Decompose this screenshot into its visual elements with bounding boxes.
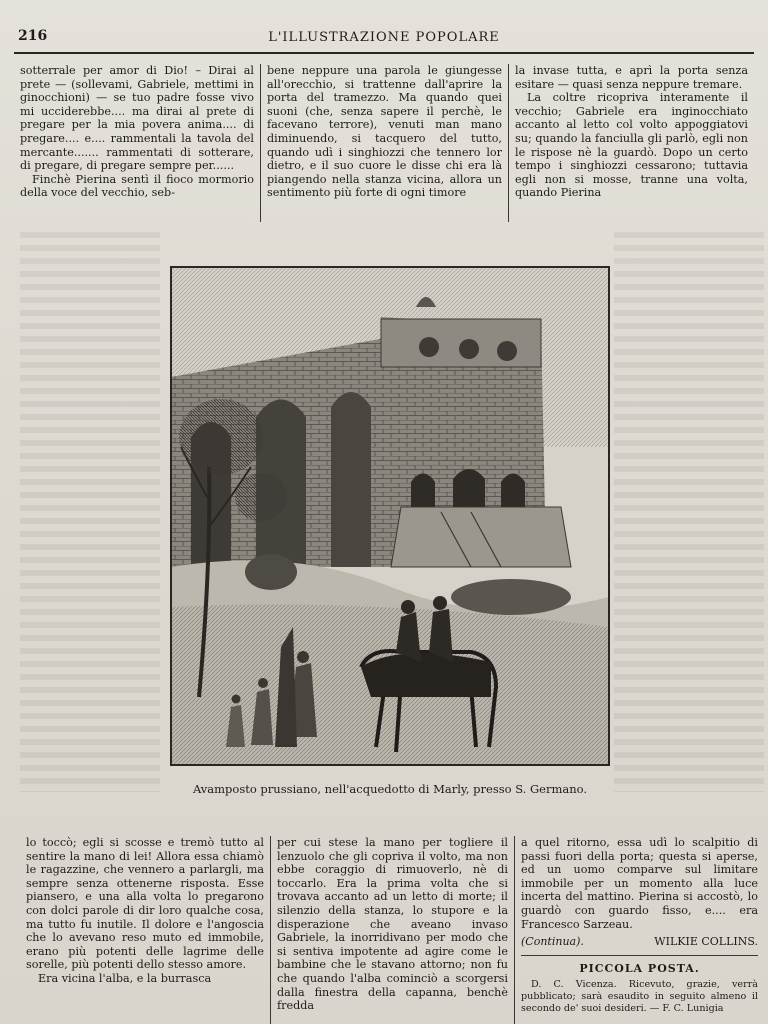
paragraph: la invase tutta, e aprì la porta senza esitare — quasi senza neppure tremare. xyxy=(515,64,748,91)
piccola-posta-text: D. C. Vicenza. Ricevuto, grazie, verrà pubblicato; sarà esaudito in seguito almeno il secondo de' suoi desideri. — F. C. Lunigia xyxy=(521,979,758,1015)
top-text-columns xyxy=(14,64,754,222)
bottom-text-columns xyxy=(20,836,768,1024)
piccola-posta-heading: PICCOLA POSTA. xyxy=(521,955,758,976)
paragraph: Finchè Pierina sentì il fioco mormorio della voce del vecchio, seb- xyxy=(20,172,254,200)
top-column-2 xyxy=(260,64,508,222)
paragraph: Era vicina l'alba, e la burrasca xyxy=(38,971,212,985)
paragraph: sotterrale per amor di Dio! – Dirai al prete — (sollevami, Gabriele, mettimi in ginocchioni) — se tuo padre fosse vivo mi ucciderebbe.... ma dirai al prete di pregare per la mia povera anima.... di pregare.... e.... rammentali la tavola del mercante....... rammentati di sotterare, di pregare, di pregare sempre per...... xyxy=(20,64,254,173)
paragraph: bene neppure una parola le giungesse all'orecchio, si trattenne dall'aprire la porta del tramezzo. Ma quando quei suoni (che, senza sapere il perchè, le facevano terrore), venuti man mano diminuendo, si tacquero del tutto, quando udì i singhiozzi che tennero lor dietro, e il suo cuore le disse chi era là piangendo nella stanza vicina, allora un sentimento più forte di ogni timore xyxy=(267,64,502,200)
top-column-3 xyxy=(508,64,754,222)
paragraph: a quel ritorno, essa udì lo scalpitio di passi fuori della porta; questa si aperse, ed un uomo comparve sul limitare immobile per un momento alla luce incerta del mattino. Pierina si accostò, lo guardò con guardo fisso, e.... era Francesco Sarzeau. xyxy=(521,836,758,931)
bottom-column-2 xyxy=(270,836,514,1024)
bottom-column-3 xyxy=(514,836,764,1024)
continua-note: (Continua). xyxy=(521,935,584,949)
bleed-through-text xyxy=(614,232,764,792)
figure-caption: Avamposto prussiano, nell'acquedotto di Marly, presso S. Germano. xyxy=(192,782,588,796)
running-title: L'ILLUSTRAZIONE POPOLARE xyxy=(268,30,500,45)
top-column-1 xyxy=(14,64,260,222)
page-header xyxy=(14,26,754,54)
author-signature: WILKIE COLLINS. xyxy=(654,935,758,949)
paragraph: La coltre ricopriva interamente il vecchio; Gabriele era inginocchiato accanto al letto col volto appoggiatovi su; quando la fanciulla gli parlò, egli non le rispose nè la guardò. Dopo un certo tempo i singhiozzi cessarono; tuttavia egli non si mosse, tranne una volta, quando Pierina xyxy=(515,91,748,200)
bleed-through-text xyxy=(20,232,160,792)
page-number: 216 xyxy=(18,28,48,44)
paragraph: lo toccò; egli si scosse e tremò tutto al sentire la mano di lei! Allora essa chiamò le ragazzine, che vennero a parlargli, ma sempre senza ottenerne risposta. Esse piansero, e una alla volta lo pregarono con dolci parole di dir loro qualche cosa, ma tutto fu inutile. Il dolore e l'angoscia che lo avevano reso muto ed immobile, erano più potenti delle lagrime delle sorelle, più potenti dello stesso amore. xyxy=(26,836,264,972)
bottom-column-1 xyxy=(20,836,270,1024)
continuation-line xyxy=(521,935,758,949)
paragraph: per cui stese la mano per togliere il lenzuolo che gli copriva il volto, ma non ebbe coraggio di rimuoverlo, nè di toccarlo. Era la prima volta che si trovava accanto ad un letto di morte; il silenzio della stanza, lo stupore e la disperazione che aveano invaso Gabriele, la inorridivano per modo che si sentiva impotente ad agire come le bambine che le stavano attorno; non fu che quando l'alba cominciò a scorgersi dalla finestra della capanna, benchè fredda xyxy=(277,836,508,1013)
engraving-illustration xyxy=(170,266,610,766)
aqueduct-engraving xyxy=(171,267,609,765)
